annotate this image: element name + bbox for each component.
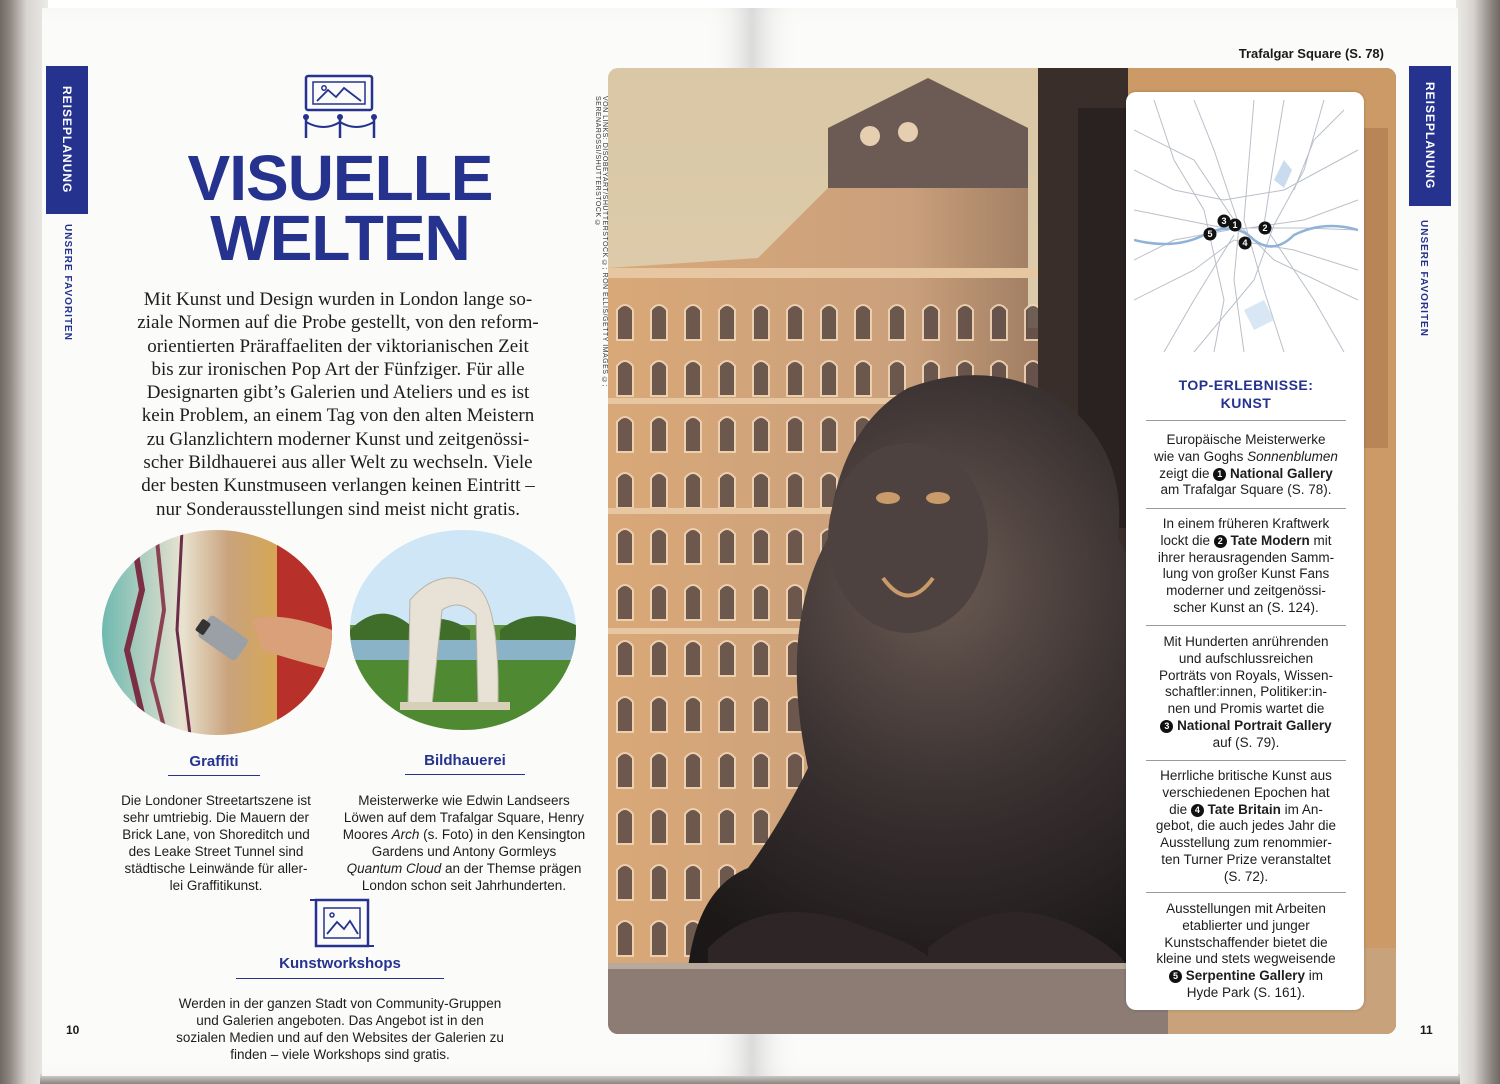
- marker-4-icon: 4: [1191, 804, 1204, 817]
- bildhauerei-heading-underline: [405, 774, 525, 775]
- intro-text: Mit Kunst und Design wurden in London lange so- ziale Normen auf die Probe gestellt, von den reform- orientierten Präraffaeliten der viktorianischen Zeit bis zur ironischen Pop Art der Fünfziger. Für alle Designarten gibt’s Galerien und Ateliers und es ist kein Problem, an einem Tag von den alten Meistern zu Glanzlichtern moderner Kunst und zeitgenössi- scher Bildhauerei aus aller Welt zu wechseln. Viele der besten Kunstmuseen verlangen keinen Eintritt – nur Sonderausstellungen sind meist nicht gratis.: [137, 289, 539, 520]
- list-item-national-portrait-gallery: Mit Hunderten anrührenden und aufschlussreichen Porträts von Royals, Wissen- schaftler:innen, Politiker:in- nen und Promis wartet die 3 National Portrait Gallery auf (S. 79).: [1158, 634, 1334, 750]
- graffiti-photo: [102, 530, 332, 735]
- page-number-right: 11: [1420, 1023, 1433, 1037]
- graffiti-text: Die Londoner Streetartszene ist sehr umtriebig. Die Mauern der Brick Lane, von Shoreditch und des Leake Street Tunnel sind städtische Leinwände für aller- lei Graffitikunst.: [121, 793, 311, 893]
- map-marker-5: 5: [1207, 229, 1213, 239]
- workshops-heading: Kunstworkshops: [279, 955, 401, 972]
- map-marker-4: 4: [1242, 238, 1248, 248]
- bildhauerei-text: Meisterwerke wie Edwin Landseers Löwen auf dem Trafalgar Square, Henry Moores Arch (s. Foto) in den Kensington Gardens und Antony Gormleys Quantum Cloud an der Themse prägen London schon seit Jahrhunderten.: [342, 793, 586, 893]
- box-divider: [1146, 760, 1346, 761]
- marker-3-icon: 3: [1160, 720, 1173, 733]
- graffiti-heading: Graffiti: [189, 753, 239, 770]
- side-tab: REISEPLANUNG: [46, 66, 88, 214]
- marker-2-icon: 2: [1214, 535, 1227, 548]
- map-marker-1: 1: [1232, 220, 1238, 230]
- side-tab-right: REISEPLANUNG: [1409, 66, 1451, 206]
- map-marker-3: 3: [1221, 216, 1227, 226]
- photo-caption: Trafalgar Square (S. 78): [1238, 46, 1384, 61]
- marker-1-icon: 1: [1213, 468, 1226, 481]
- side-subtab: UNSERE FAVORITEN: [62, 224, 73, 341]
- page-title: VISUELLE WELTEN: [187, 142, 493, 274]
- box-divider: [1146, 625, 1346, 626]
- graffiti-heading-underline: [168, 775, 260, 776]
- sculpture-photo: [350, 530, 576, 730]
- list-item-national-gallery: Europäische Meisterwerke wie van Goghs Sonnenblumen zeigt die 1 National Gallery am Trafalgar Square (S. 78).: [1154, 432, 1338, 498]
- list-item-serpentine-gallery: Ausstellungen mit Arbeiten etablierter und junger Kunstschaffender bietet die kleine und stets wegweisende 5 Serpentine Gallery im Hyde Park (S. 161).: [1156, 901, 1336, 1000]
- bildhauerei-heading: Bildhauerei: [424, 752, 506, 769]
- picture-frame-icon: [308, 894, 376, 952]
- book-edge-left: [0, 0, 48, 1084]
- page-number-left: 10: [66, 1023, 80, 1037]
- box-title: TOP-ERLEBNISSE: KUNST: [1178, 377, 1314, 411]
- box-divider: [1146, 508, 1346, 509]
- marker-5-icon: 5: [1169, 970, 1182, 983]
- book-edge-right: [1456, 0, 1500, 1084]
- list-item-tate-modern: In einem früheren Kraftwerk lockt die 2 Tate Modern mit ihrer herausragenden Samm- lung von großer Kunst Fans moderner und zeitgenössi- scher Kunst an (S. 124).: [1157, 516, 1335, 615]
- workshops-heading-underline: [236, 978, 444, 979]
- london-map: [1134, 100, 1358, 352]
- side-subtab-right: UNSERE FAVORITEN: [1418, 220, 1429, 337]
- box-divider: [1146, 420, 1346, 421]
- box-divider: [1146, 892, 1346, 893]
- gallery-frame-icon: [300, 72, 380, 142]
- workshops-text: Werden in der ganzen Stadt von Community-Gruppen und Galerien angeboten. Das Angebot ist in den sozialen Medien und auf den Websites der Galerien zu finden – viele Workshops sind gratis.: [176, 996, 504, 1062]
- list-item-tate-britain: Herrliche britische Kunst aus verschiedenen Epochen hat die 4 Tate Britain im An- gebot, die auch jedes Jahr die Ausstellung zum renommier- ten Turner Prize veranstaltet (S. 72).: [1155, 768, 1337, 884]
- map-marker-2: 2: [1262, 223, 1268, 233]
- photo-credit: VON LINKS: DISOBEYART/SHUTTERSTOCK ©; RON ELLIS/GETTY IMAGES ©; SERENAROSSI/SHUTTERSTOCK ©: [594, 96, 608, 387]
